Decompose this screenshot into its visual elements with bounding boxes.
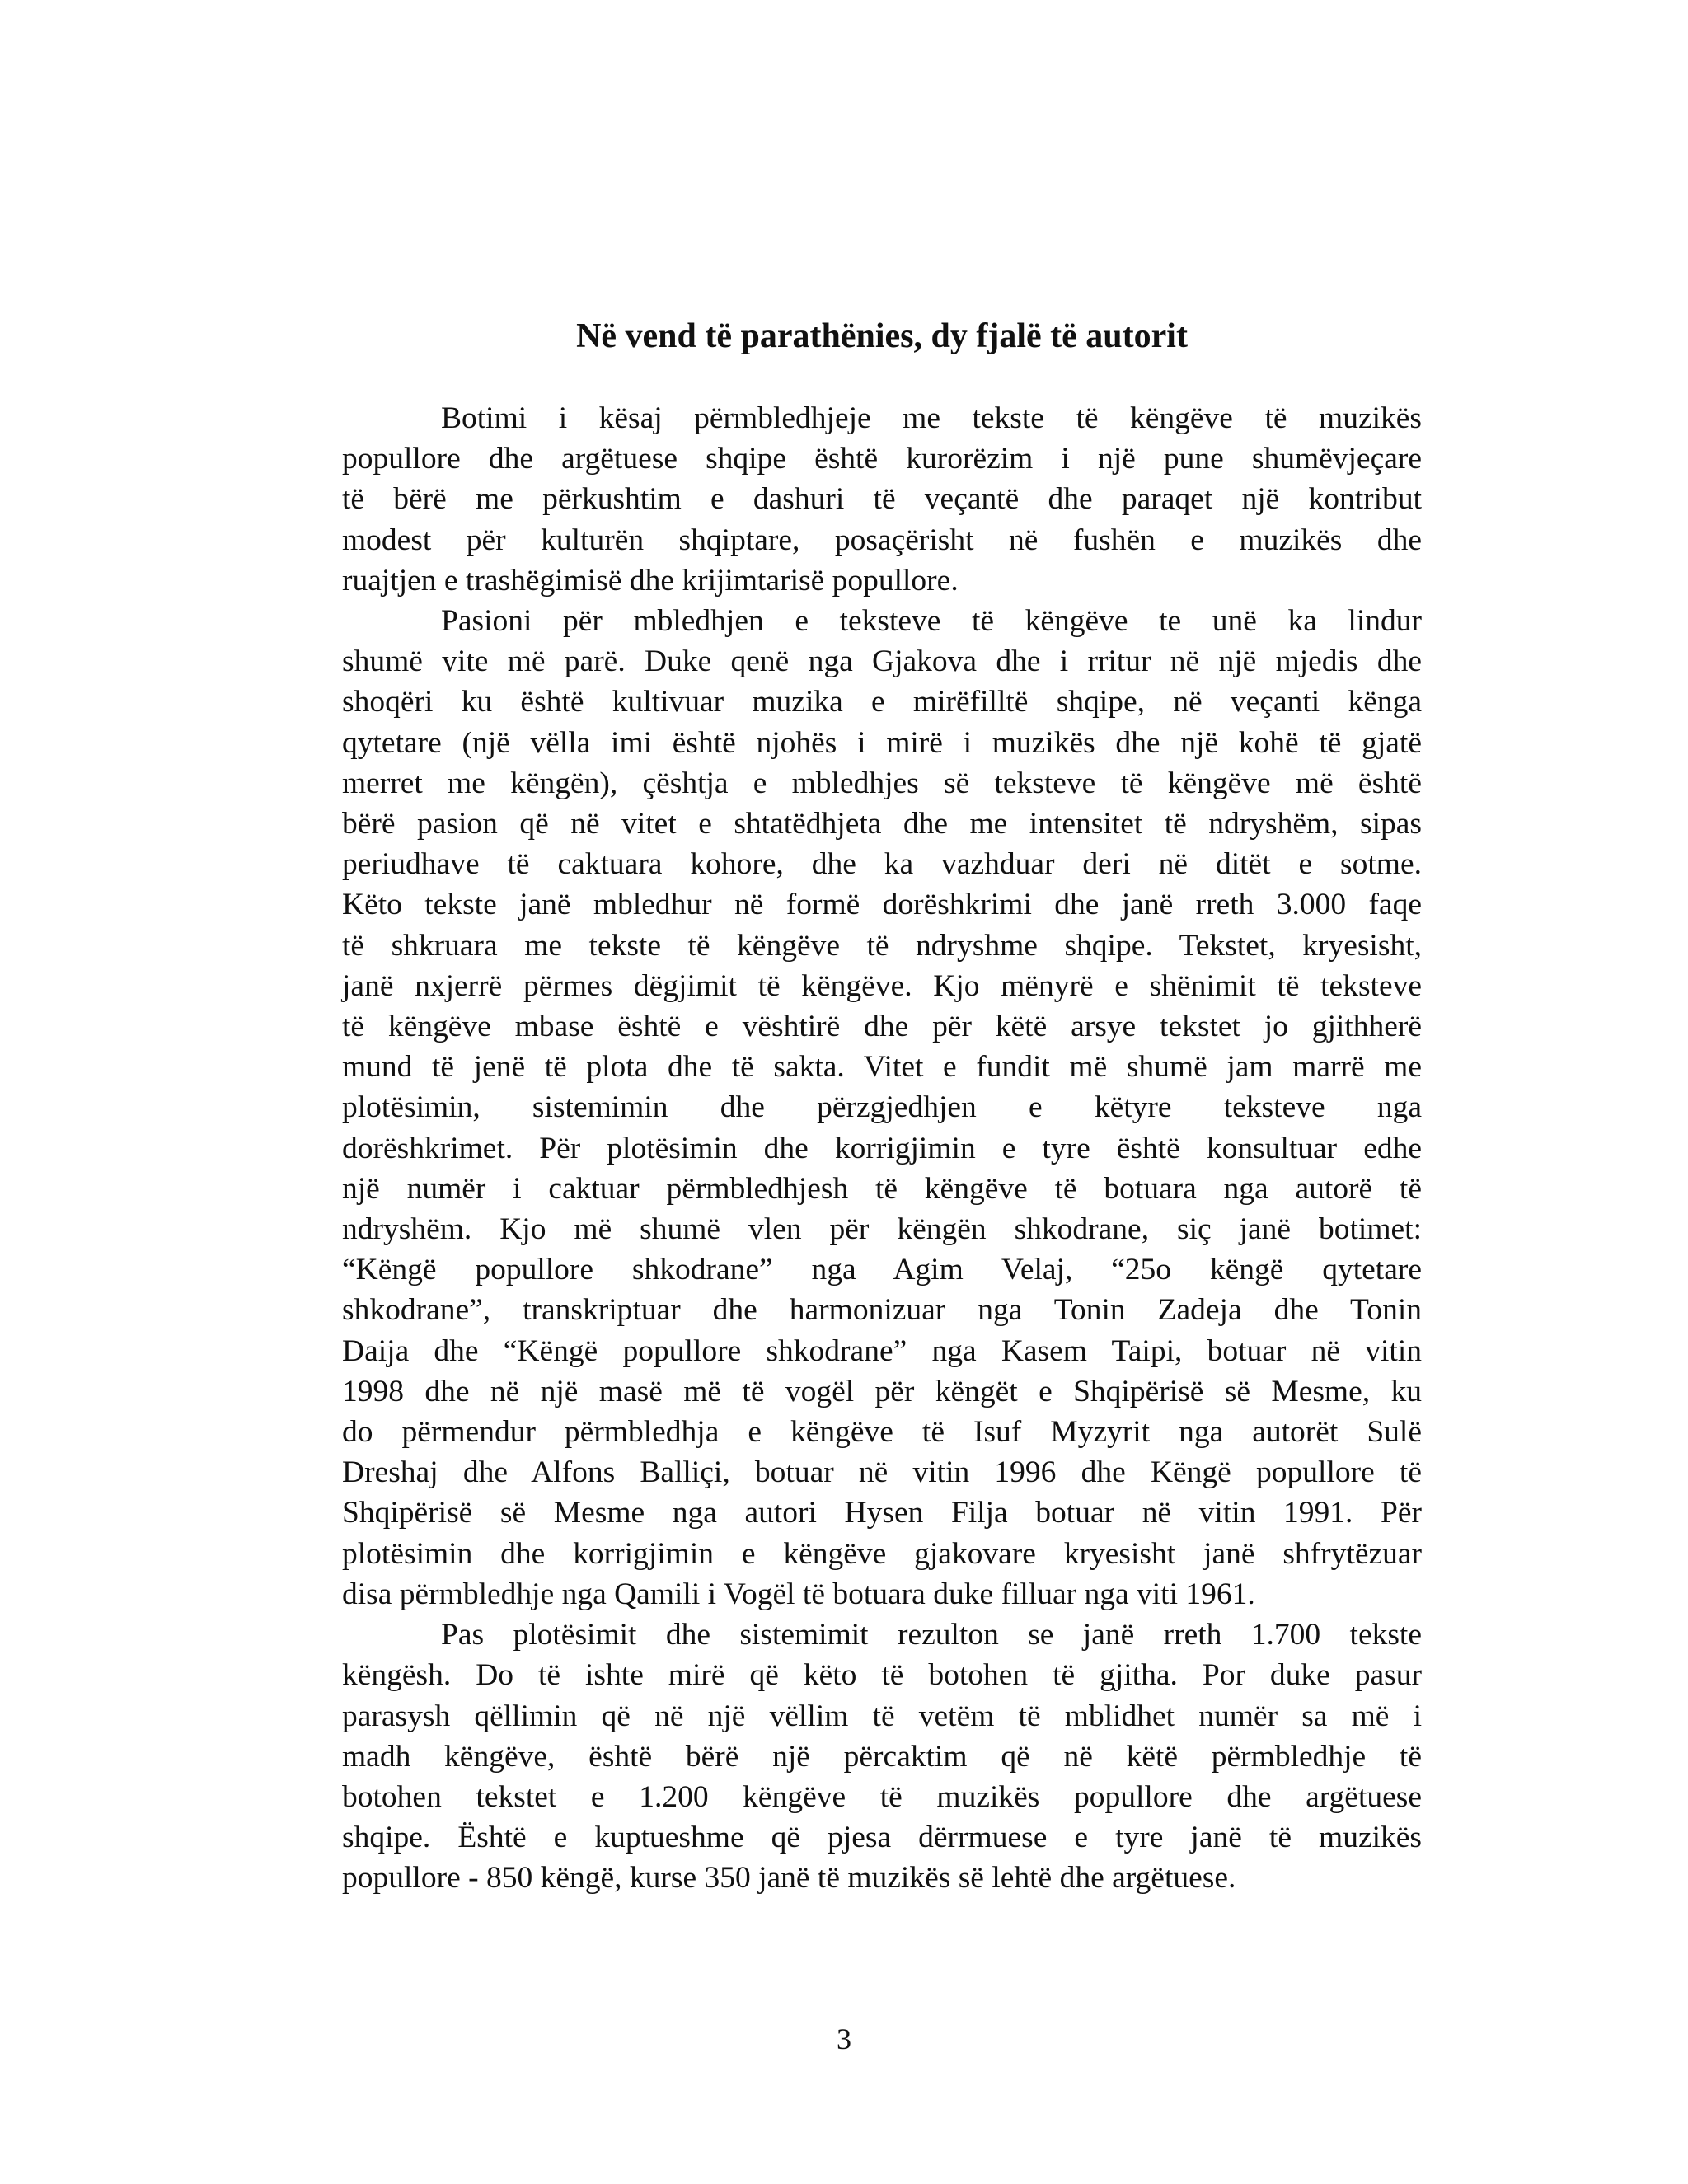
text-line: ruajtjen e trashëgimisë dhe krijimtarisë popullore. — [342, 563, 959, 598]
text-line: shumë vite më parë. Duke qenë nga Gjakova dhe i rritur në një mjedis dhe — [342, 644, 1422, 679]
text-line: do përmendur përmbledhja e këngëve të Isuf Myzyrit nga autorët Sulë — [342, 1415, 1422, 1450]
text-line: një numër i caktuar përmbledhjesh të këngëve të botuara nga autorë të — [342, 1171, 1422, 1206]
page-title: Në vend të parathënies, dy fjalë të autorit — [576, 317, 1188, 355]
text-line: Dreshaj dhe Alfons Balliçi, botuar në vitin 1996 dhe Këngë popullore të — [342, 1455, 1422, 1490]
text-line: shoqëri ku është kultivuar muzika e mirëfilltë shqipe, në veçanti kënga — [342, 685, 1422, 719]
text-line: të bërë me përkushtim e dashuri të veçantë dhe paraqet një kontribut — [342, 482, 1422, 517]
text-line: këngësh. Do të ishte mirë që këto të botohen të gjitha. Por duke pasur — [342, 1658, 1422, 1693]
text-line: Shqipërisë së Mesme nga autori Hysen Filja botuar në vitin 1991. Për — [342, 1496, 1422, 1530]
text-line: Daija dhe “Këngë popullore shkodrane” nga Kasem Taipi, botuar në vitin — [342, 1333, 1422, 1368]
text-line: plotësimin, sistemimin dhe përzgjedhjen e këtyre teksteve nga — [342, 1090, 1422, 1125]
text-line: periudhave të caktuara kohore, dhe ka vazhduar deri në ditët e sotme. — [342, 847, 1422, 882]
text-line: disa përmbledhje nga Qamili i Vogël të botuara duke filluar nga viti 1961. — [342, 1577, 1255, 1611]
text-line: të shkruara me tekste të këngëve të ndryshme shqipe. Tekstet, kryesisht, — [342, 928, 1422, 963]
paragraph-3 — [342, 1615, 1422, 1898]
text-line: madh këngëve, është bërë një përcaktim që në këtë përmbledhje të — [342, 1739, 1422, 1774]
text-line: ndryshëm. Kjo më shumë vlen për këngën shkodrane, siç janë botimet: — [342, 1212, 1422, 1247]
text-line: të këngëve mbase është e vështirë dhe për këtë arsye tekstet jo gjithherë — [342, 1010, 1422, 1044]
text-line: popullore - 850 këngë, kurse 350 janë të muzikës së lehtë dhe argëtuese. — [342, 1861, 1236, 1896]
text-line: Pasioni për mbledhjen e teksteve të këngëve te unë ka lindur — [441, 604, 1422, 639]
text-line: botohen tekstet e 1.200 këngëve të muzikës popullore dhe argëtuese — [342, 1779, 1422, 1814]
text-line: merret me këngën), çështja e mbledhjes së teksteve të këngëve më është — [342, 766, 1422, 800]
text-line: dorëshkrimet. Për plotësimin dhe korrigjimin e tyre është konsultuar edhe — [342, 1131, 1422, 1165]
text-line: qytetare (një vëlla imi është njohës i mirë i muzikës dhe një kohë të gjatë — [342, 725, 1422, 760]
text-line: popullore dhe argëtuese shqipe është kurorëzim i një pune shumëvjeçare — [342, 442, 1422, 476]
text-line: 1998 dhe në një masë më të vogël për këngët e Shqipërisë së Mesme, ku — [342, 1374, 1422, 1408]
body-text — [342, 398, 1422, 1899]
text-line: bërë pasion që në vitet e shtatëdhjeta dhe me intensitet të ndryshëm, sipas — [342, 807, 1422, 841]
page-number: 3 — [837, 2022, 851, 2055]
paragraph-1 — [342, 398, 1422, 601]
text-line: shkodrane”, transkriptuar dhe harmonizuar nga Tonin Zadeja dhe Tonin — [342, 1293, 1422, 1328]
text-line: parasysh qëllimin që në një vëllim të vetëm të mblidhet numër sa më i — [342, 1699, 1422, 1733]
text-line: plotësimin dhe korrigjimin e këngëve gjakovare kryesisht janë shfrytëzuar — [342, 1536, 1422, 1571]
paragraph-2 — [342, 601, 1422, 1615]
text-line: janë nxjerrë përmes dëgjimit të këngëve. Kjo mënyrë e shënimit të teksteve — [342, 968, 1422, 1003]
text-line: Botimi i kësaj përmbledhjeje me tekste të këngëve të muzikës — [441, 401, 1422, 435]
text-line: mund të jenë të plota dhe të sakta. Vitet e fundit më shumë jam marrë me — [342, 1050, 1422, 1085]
text-line: Këto tekste janë mbledhur në formë dorëshkrimi dhe janë rreth 3.000 faqe — [342, 888, 1422, 922]
text-line: shqipe. Është e kuptueshme që pjesa dërrmuese e tyre janë të muzikës — [342, 1821, 1422, 1855]
text-line: “Këngë popullore shkodrane” nga Agim Velaj, “25o këngë qytetare — [342, 1253, 1422, 1287]
text-line: modest për kulturën shqiptare, posaçërisht në fushën e muzikës dhe — [342, 523, 1422, 557]
text-line: Pas plotësimit dhe sistemimit rezulton se janë rreth 1.700 tekste — [441, 1618, 1422, 1652]
